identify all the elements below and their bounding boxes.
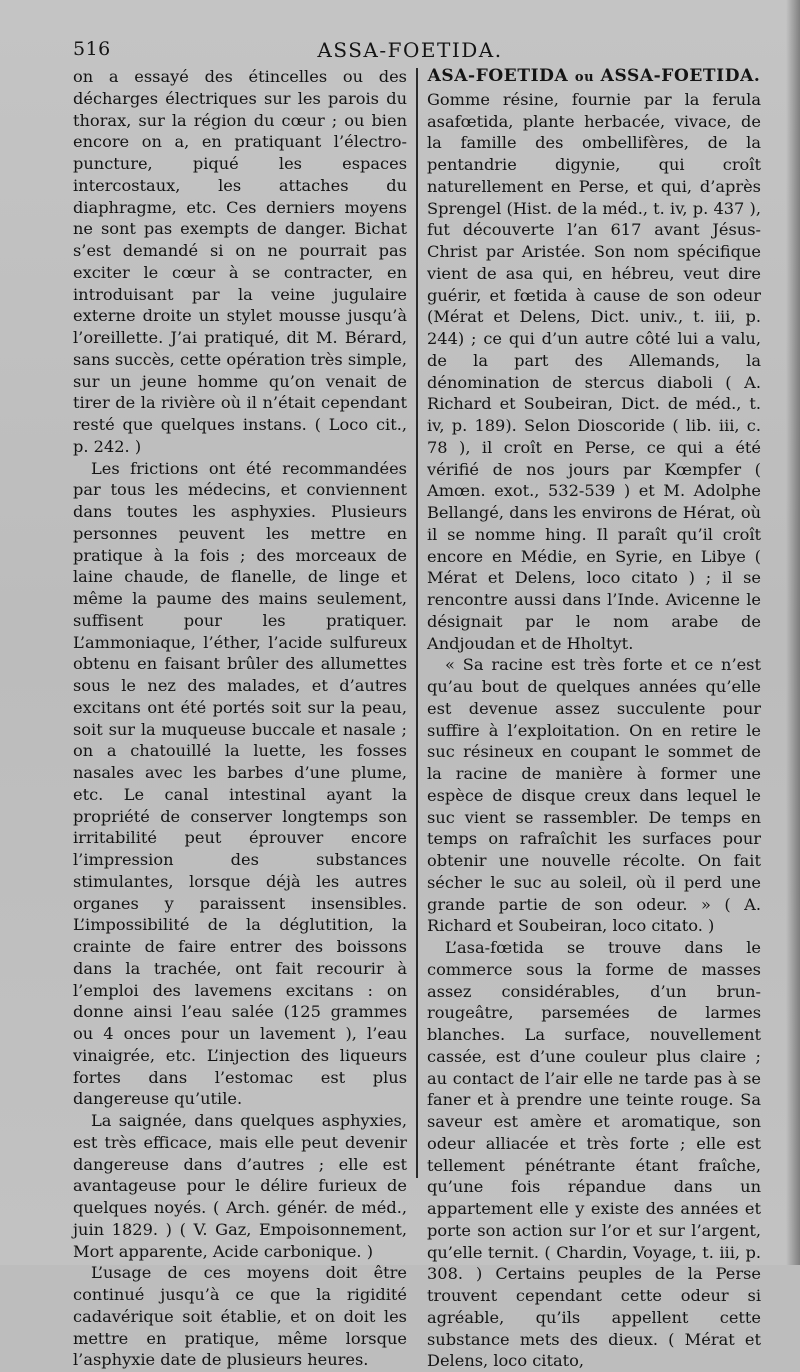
right-paragraph-3: L’asa-fœtida se trouve dans le commerce sous la forme de masses assez considérables, d’un brun-rougeâtre, parsemées de larmes blanches. La surface, nouvellement cassée, est d’une couleur plus claire ; au contact de l’air elle ne tarde pas à se faner et à prendre une teinte rouge. Sa saveur est amère et aromatique, son odeur alliacée et très forte ; elle est tellement pénétrante étant fraîche, qu’une fois répandue dans un appartement elle y existe des années et porte son action sur l’or et sur l’argent, qu’elle ternit. ( Chardin, Voyage, t. iii, p. 308. ) Certains peuples de la Perse trouvent cependant cette odeur si agréable, qu’ils appellent cette substance mets des dieux. ( Mérat et Delens, loco citato, xyxy=(427,938,761,1371)
page-number: 516 xyxy=(73,38,111,60)
left-paragraph-4: L’usage de ces moyens doit être continué jusqu’à ce que la rigidité cadavérique soit établie, et on doit les mettre en pratique, même lorsque l’asphyxie date de plusieurs heures. xyxy=(73,1263,407,1370)
right-paragraph-1: Gomme résine, fournie par la ferula asafœtida, plante herbacée, vivace, de la famille des ombellifères, de la pentandrie digynie, qui croît naturellement en Perse, et qui, d’après Sprengel (Hist. de la méd., t. iv, p. 437 ), fut découverte l’an 617 avant Jésus-Christ par Aristée. Son nom spécifique vient de asa qui, en hébreu, veut dire guérir, et fœtida à cause de son odeur (Mérat et Delens, Dict. univ., t. iii, p. 244) ; ce qui d’un autre côté lui a valu, de la part des Allemands, la dénomination de stercus diaboli ( A. Richard et Soubeiran, Dict. de méd., t. iv, p. 189). Selon Dioscoride ( lib. iii, c. 78 ), il croît en Perse, ce qui a été vérifié de nos jours par Kœmpfer ( Amœn. exot., 532-539 ) et M. Adolphe Bellangé, dans les environs de Hérat, où il se nomme hing. Il paraît qu’il croît encore en Médie, en Syrie, en Libye ( Mérat et Delens, loco citato ) ; il se rencontre aussi dans l’Inde. Avicenne le désignait par le nom arabe de Andjoudan et de Hholtyt. xyxy=(427,89,761,653)
running-head: ASSA-FOETIDA. xyxy=(317,38,503,62)
article-title-variant: ASSA-FOETIDA. xyxy=(600,66,761,86)
left-paragraph-1: on a essayé des étincelles ou des décharges électriques sur les parois du thorax, sur la région du cœur ; ou bien encore on a, en pratiquant l’électro-puncture, piqué les espaces intercostaux, les attaches du diaphragme, etc. Ces derniers moyens ne sont pas exempts de danger. Bichat s’est demandé si on ne pourrait pas exciter le cœur à se contracter, en introduisant par la veine jugulaire externe droite un stylet mousse jusqu’à l’oreillette. J’ai pratiqué, dit M. Bérard, sans succès, cette opération très simple, sur un jeune homme qu’on venait de tirer de la rivière où il n’était cependant resté que quelques instans. ( Loco cit., p. 242. ) xyxy=(73,67,407,456)
column-divider xyxy=(416,68,418,1178)
right-column xyxy=(427,66,761,1372)
article-title-connector: ou xyxy=(574,70,595,85)
left-paragraph-3: La saignée, dans quelques asphyxies, est très efficace, mais elle peut devenir dangereuse dans d’autres ; elle est avantageuse pour le délire furieux de quelques noyés. ( Arch. génér. de méd., juin 1829. ) ( V. Gaz, Empoisonnement, Mort apparente, Acide carbonique. ) xyxy=(73,1111,407,1261)
article-title xyxy=(427,66,761,89)
page-header xyxy=(0,38,800,66)
page-edge-shadow xyxy=(786,0,800,1265)
left-paragraph-2: Les frictions ont été recommandées par tous les médecins, et conviennent dans toutes les asphyxies. Plusieurs personnes peuvent les mettre en pratique à la fois ; des morceaux de laine chaude, de flanelle, de linge et même la paume des mains seulement, suffisent pour les pratiquer. L’ammoniaque, l’éther, l’acide sulfureux obtenu en faisant brûler des allumettes sous le nez des malades, et d’autres excitans ont été portés soit sur la peau, soit sur la muqueuse buccale et nasale ; on a chatouillé la luette, les fosses nasales avec les barbes d’une plume, etc. Le canal intestinal ayant la propriété de conserver longtemps son irritabilité peut éprouver encore l’impression des substances stimulantes, lorsque déjà les autres organes y paraissent insensibles. L’impossibilité de la déglutition, la crainte de faire entrer des boissons dans la trachée, ont fait recourir à l’emploi des lavemens excitans : on donne ainsi l’eau salée (125 grammes ou 4 onces pour un lavement ), l’eau vinaigrée, etc. L’injection des liqueurs fortes dans l’estomac est plus dangereuse qu’utile. xyxy=(73,458,407,1109)
right-paragraph-2: « Sa racine est très forte et ce n’est qu’au bout de quelques années qu’elle est devenue assez succulente pour suffire à l’exploitation. On en retire le suc résineux en coupant le sommet de la racine de manière à former une espèce de disque creux dans lequel le suc vient se rassembler. De temps en temps on rafraîchit les surfaces pour obtenir une nouvelle récolte. On fait sécher le suc au soleil, où il perd une grande partie de son odeur. » ( A. Richard et Soubeiran, loco citato. ) xyxy=(427,655,761,936)
left-column xyxy=(73,66,407,1371)
article-title-main: ASA-FOETIDA xyxy=(427,66,569,86)
